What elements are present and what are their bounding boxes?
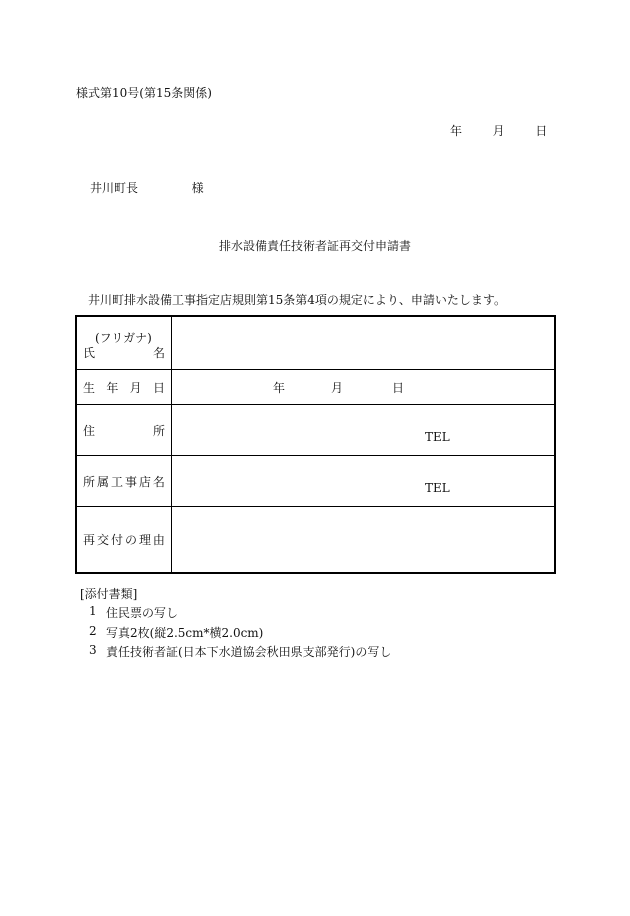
addressee — [90, 179, 204, 196]
shop-label-char: 所 — [83, 475, 96, 489]
name-label-char: 氏 — [83, 346, 96, 360]
furigana-label: (フリガナ) — [95, 331, 152, 345]
birth-label-char: 日 — [152, 381, 165, 395]
reason-label-char: 再 — [83, 533, 96, 547]
shop-label — [83, 473, 165, 490]
address-label — [83, 422, 165, 439]
reason-label-char: 由 — [152, 533, 165, 547]
shop-label-cell — [77, 456, 172, 506]
shop-row — [77, 456, 554, 507]
reason-label — [83, 531, 165, 548]
attachment-text: 責任技術者証(日本下水道協会秋田県支部発行)の写し — [106, 645, 392, 659]
attachment-text: 住民票の写し — [106, 606, 179, 620]
name-label-char: 名 — [152, 346, 165, 360]
application-date — [450, 122, 547, 139]
birth-date-field[interactable] — [172, 370, 554, 404]
attachment-item — [0, 643, 630, 659]
reason-field[interactable] — [172, 507, 554, 572]
name-field[interactable] — [172, 317, 554, 369]
name-row — [77, 317, 554, 370]
form-number: 様式第10号(第15条関係) — [76, 86, 212, 100]
address-label-cell — [77, 405, 172, 455]
reason-label-cell — [77, 507, 172, 572]
application-form-table — [75, 315, 556, 574]
shop-label-char: 名 — [152, 475, 165, 489]
birth-label-char: 月 — [129, 381, 142, 395]
reason-label-char: 理 — [138, 533, 151, 547]
address-label-char: 所 — [152, 424, 165, 438]
date-day-label: 日 — [535, 124, 548, 138]
shop-field[interactable] — [172, 456, 554, 506]
birth-label-char: 生 — [83, 381, 96, 395]
birth-label — [83, 379, 165, 396]
reason-row — [77, 507, 554, 572]
attachment-item — [0, 624, 630, 640]
intro-text: 井川町排水設備工事指定店規則第15条第4項の規定により、申請いたします。 — [88, 293, 506, 307]
reason-label-char: の — [124, 533, 137, 547]
address-label-char: 住 — [83, 424, 96, 438]
reason-label-char: 交 — [96, 533, 109, 547]
addressee-name: 井川町長 — [90, 181, 139, 195]
attachment-number: 1 — [89, 604, 97, 618]
attachment-number: 2 — [89, 624, 97, 638]
shop-label-char: 事 — [124, 475, 137, 489]
shop-label-char: 店 — [138, 475, 151, 489]
document-title: 排水設備責任技術者証再交付申請書 — [218, 239, 411, 253]
name-label — [83, 344, 165, 361]
shop-label-char: 属 — [96, 475, 109, 489]
attachment-text: 写真2枚(縦2.5cm*横2.0cm) — [106, 626, 264, 640]
attachment-number: 3 — [89, 643, 97, 657]
birth-month-label: 月 — [331, 381, 344, 395]
attachments-heading: [添付書類] — [80, 587, 138, 601]
shop-label-char: 工 — [110, 475, 123, 489]
addressee-honorific: 様 — [191, 181, 204, 195]
address-field[interactable] — [172, 405, 554, 455]
birth-row — [77, 370, 554, 405]
attachment-item — [0, 604, 630, 620]
birth-label-char: 年 — [106, 381, 119, 395]
birth-year-label: 年 — [273, 381, 286, 395]
birth-day-label: 日 — [392, 381, 405, 395]
date-month-label: 月 — [492, 124, 505, 138]
name-label-cell — [77, 317, 172, 369]
date-year-label: 年 — [450, 124, 463, 138]
birth-label-cell — [77, 370, 172, 404]
address-tel-label: TEL — [425, 430, 450, 444]
reason-label-char: 付 — [110, 533, 123, 547]
address-row — [77, 405, 554, 456]
shop-tel-label: TEL — [425, 481, 450, 495]
